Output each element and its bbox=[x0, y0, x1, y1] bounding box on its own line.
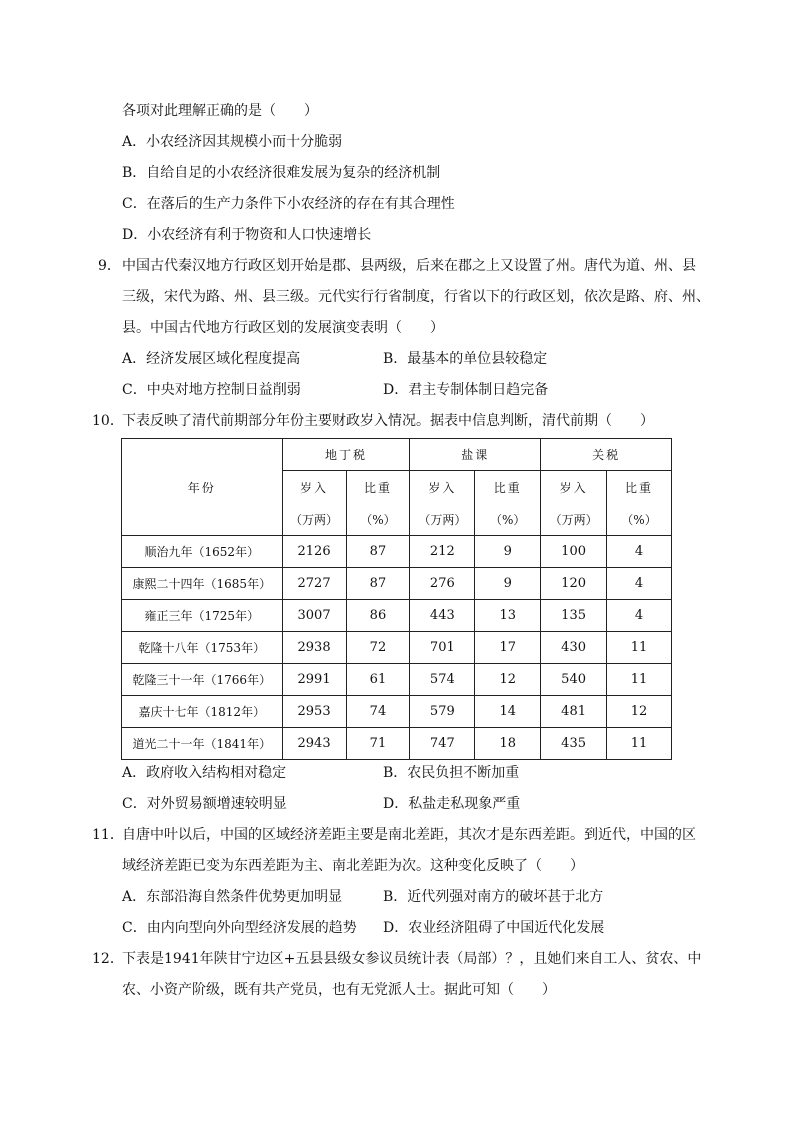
q8-option-a: A．小农经济因其规模小而十分脆弱 bbox=[122, 134, 343, 150]
table-row bbox=[122, 568, 672, 600]
q11-stem-line-2: 域经济差距已变为东西差距为主、南北差距为次。这种变化反映了（ ） bbox=[122, 858, 584, 874]
q8-option-d: D．小农经济有利于物资和人口快速增长 bbox=[122, 227, 372, 243]
q10-option-b: B．农民负担不断加重 bbox=[383, 765, 520, 781]
row-year: 康熙二十四年（1685年） bbox=[122, 568, 283, 600]
cell: 579 bbox=[410, 696, 475, 728]
subheader-amount-unit: （万两） bbox=[410, 503, 475, 536]
q11-number: 11． bbox=[92, 827, 124, 843]
row-year: 嘉庆十七年（1812年） bbox=[122, 696, 283, 728]
year-column-header: 年份 bbox=[122, 439, 283, 536]
cell: 4 bbox=[607, 536, 672, 568]
cell: 4 bbox=[607, 600, 672, 632]
subheader-ratio-unit: （%） bbox=[475, 503, 541, 536]
cell: 435 bbox=[541, 728, 607, 760]
cell: 11 bbox=[607, 728, 672, 760]
q10-number: 10． bbox=[92, 413, 124, 429]
row-year: 顺治九年（1652年） bbox=[122, 536, 283, 568]
cell: 12 bbox=[475, 664, 541, 696]
q8-option-b: B．自给自足的小农经济很难发展为复杂的经济机制 bbox=[122, 165, 441, 181]
subheader-ratio: 比重 bbox=[475, 471, 541, 504]
cell: 11 bbox=[607, 632, 672, 664]
group-header-guanshui: 关税 bbox=[541, 439, 672, 471]
cell: 87 bbox=[346, 568, 410, 600]
q10-option-d: D．私盐走私现象严重 bbox=[383, 796, 521, 812]
subheader-ratio-unit: （%） bbox=[346, 503, 410, 536]
table-row bbox=[122, 536, 672, 568]
cell: 17 bbox=[475, 632, 541, 664]
cell: 13 bbox=[475, 600, 541, 632]
row-year: 雍正三年（1725年） bbox=[122, 600, 283, 632]
q9-option-a: A．经济发展区域化程度提高 bbox=[122, 351, 301, 367]
group-header-yanke: 盐课 bbox=[410, 439, 541, 471]
cell: 87 bbox=[346, 536, 410, 568]
cell: 2727 bbox=[282, 568, 346, 600]
q11-stem-line-1: 自唐中叶以后，中国的区域经济差距主要是南北差距，其次才是东西差距。到近代，中国的区 bbox=[122, 827, 696, 843]
cell: 574 bbox=[410, 664, 475, 696]
subheader-ratio: 比重 bbox=[346, 471, 410, 504]
cell: 100 bbox=[541, 536, 607, 568]
cell: 14 bbox=[475, 696, 541, 728]
cell: 9 bbox=[475, 568, 541, 600]
cell: 540 bbox=[541, 664, 607, 696]
cell: 4 bbox=[607, 568, 672, 600]
cell: 61 bbox=[346, 664, 410, 696]
subheader-ratio: 比重 bbox=[607, 471, 672, 504]
cell: 2938 bbox=[282, 632, 346, 664]
q11-option-b: B．近代列强对南方的破坏甚于北方 bbox=[383, 889, 604, 905]
q11-option-a: A．东部沿海自然条件优势更加明显 bbox=[122, 889, 343, 905]
q9-option-b: B．最基本的单位县较稳定 bbox=[383, 351, 548, 367]
q9-stem-line-1: 中国古代秦汉地方行政区划开始是郡、县两级，后来在郡之上又设置了州。唐代为道、州、县 bbox=[122, 258, 696, 274]
q12-stem-line-2: 农、小资产阶级，既有共产党员，也有无党派人士。据此可知（ ） bbox=[122, 982, 556, 998]
cell: 120 bbox=[541, 568, 607, 600]
cell: 2991 bbox=[282, 664, 346, 696]
q11-option-c: C．由内向型向外向型经济发展的趋势 bbox=[122, 920, 357, 936]
q8-stem-tail: 各项对此理解正确的是（ ） bbox=[122, 103, 318, 119]
cell: 11 bbox=[607, 664, 672, 696]
cell: 430 bbox=[541, 632, 607, 664]
q12-stem-line-1: 下表是1941年陕甘宁边区+五县县级女参议员统计表（局部）？，且她们来自工人、贫农、中 bbox=[122, 951, 702, 967]
cell: 9 bbox=[475, 536, 541, 568]
cell: 135 bbox=[541, 600, 607, 632]
cell: 481 bbox=[541, 696, 607, 728]
cell: 2943 bbox=[282, 728, 346, 760]
cell: 212 bbox=[410, 536, 475, 568]
row-year: 乾隆三十一年（1766年） bbox=[122, 664, 283, 696]
q12-number: 12． bbox=[92, 951, 124, 967]
q8-option-c: C．在落后的生产力条件下小农经济的存在有其合理性 bbox=[122, 196, 455, 212]
table-row bbox=[122, 600, 672, 632]
cell: 701 bbox=[410, 632, 475, 664]
cell: 74 bbox=[346, 696, 410, 728]
cell: 86 bbox=[346, 600, 410, 632]
table-row bbox=[122, 632, 672, 664]
subheader-amount: 岁入 bbox=[410, 471, 475, 504]
revenue-table bbox=[121, 438, 672, 760]
table-row bbox=[122, 728, 672, 760]
row-year: 道光二十一年（1841年） bbox=[122, 728, 283, 760]
table-row bbox=[122, 696, 672, 728]
cell: 18 bbox=[475, 728, 541, 760]
q9-stem-line-3: 县。中国古代地方行政区划的发展演变表明（ ） bbox=[122, 320, 444, 336]
q9-option-c: C．中央对地方控制日益削弱 bbox=[122, 382, 301, 398]
cell: 276 bbox=[410, 568, 475, 600]
subheader-amount: 岁入 bbox=[541, 471, 607, 504]
cell: 2126 bbox=[282, 536, 346, 568]
q9-option-d: D．君主专制体制日趋完备 bbox=[383, 382, 549, 398]
q10-option-a: A．政府收入结构相对稳定 bbox=[122, 765, 287, 781]
q10-stem: 下表反映了清代前期部分年份主要财政岁入情况。据表中信息判断，清代前期（ ） bbox=[122, 413, 654, 429]
cell: 12 bbox=[607, 696, 672, 728]
subheader-amount: 岁入 bbox=[282, 471, 346, 504]
cell: 747 bbox=[410, 728, 475, 760]
cell: 71 bbox=[346, 728, 410, 760]
cell: 443 bbox=[410, 600, 475, 632]
q11-option-d: D．农业经济阻碍了中国近代化发展 bbox=[383, 920, 605, 936]
row-year: 乾隆十八年（1753年） bbox=[122, 632, 283, 664]
q10-option-c: C．对外贸易额增速较明显 bbox=[122, 796, 287, 812]
cell: 3007 bbox=[282, 600, 346, 632]
group-header-diding: 地丁税 bbox=[282, 439, 410, 471]
subheader-amount-unit: （万两） bbox=[282, 503, 346, 536]
subheader-ratio-unit: （%） bbox=[607, 503, 672, 536]
cell: 72 bbox=[346, 632, 410, 664]
cell: 2953 bbox=[282, 696, 346, 728]
q9-number: 9． bbox=[98, 258, 121, 274]
table-row bbox=[122, 664, 672, 696]
q9-stem-line-2: 三级，宋代为路、州、县三级。元代实行行省制度，行省以下的行政区划，依次是路、府、州、 bbox=[122, 289, 710, 305]
subheader-amount-unit: （万两） bbox=[541, 503, 607, 536]
